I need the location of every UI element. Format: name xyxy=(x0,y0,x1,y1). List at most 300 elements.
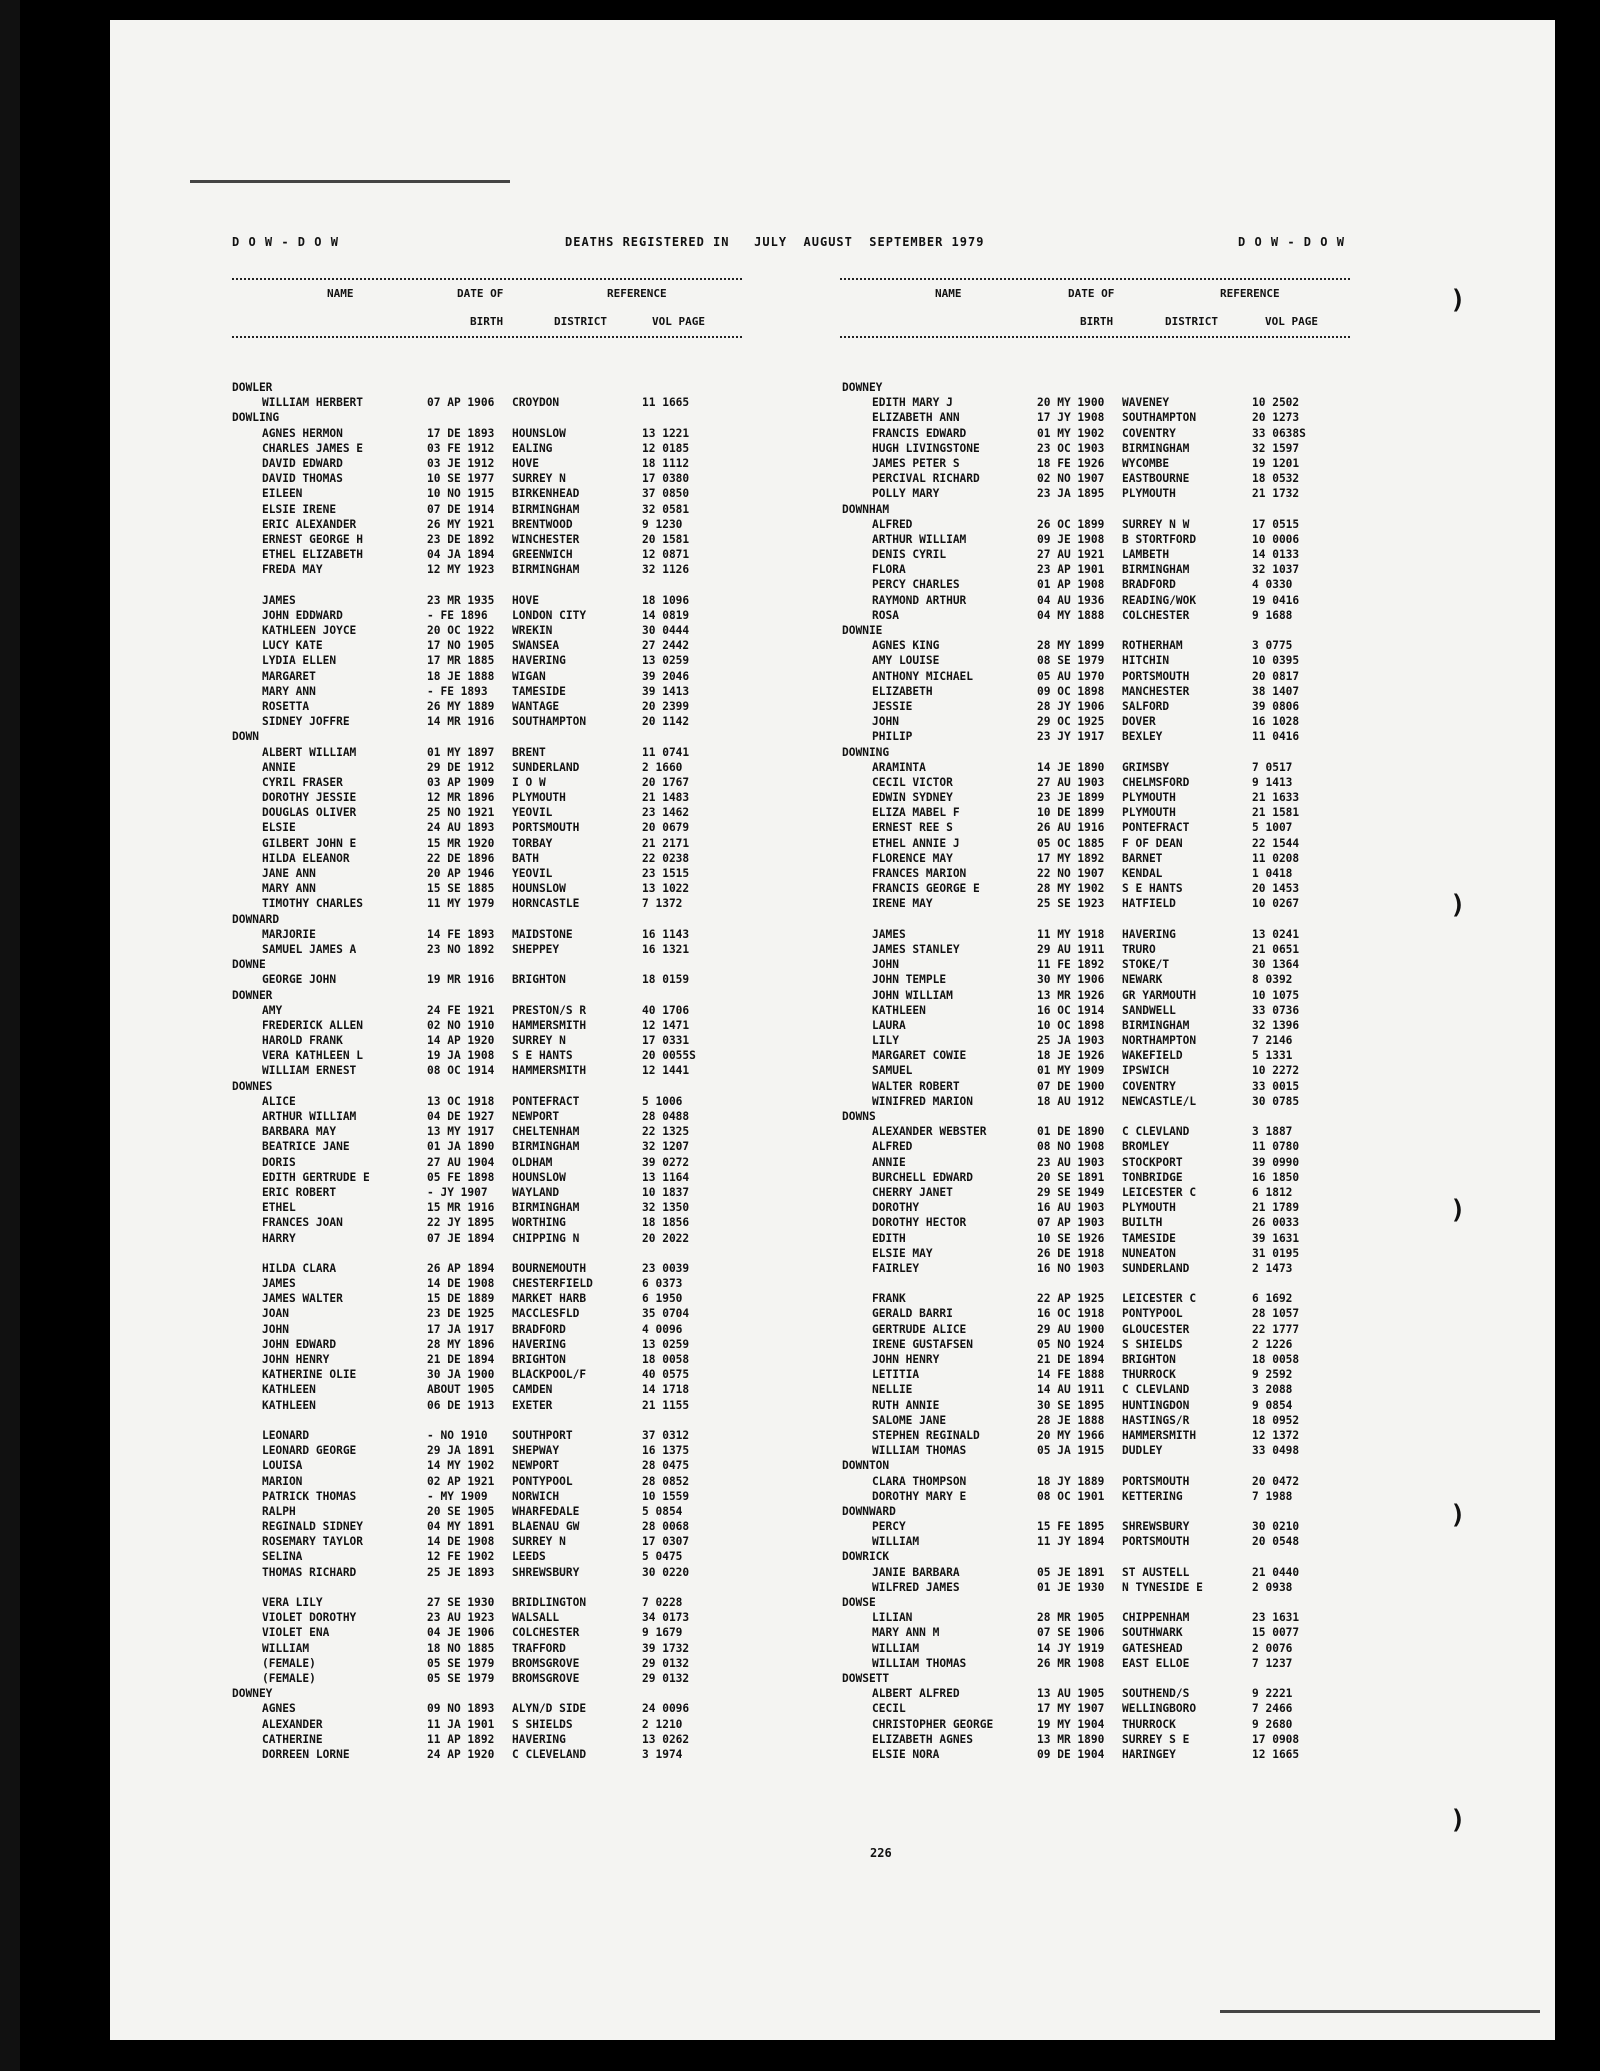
forename: RAYMOND ARTHUR xyxy=(872,593,967,607)
entry-row xyxy=(842,1565,1362,1580)
district: HAVERING xyxy=(512,1337,566,1351)
district: PLYMOUTH xyxy=(1122,1201,1176,1215)
forename: CHERRY JANET xyxy=(872,1185,953,1199)
birth-date: 03 FE 1912 xyxy=(427,441,495,455)
entry-row xyxy=(232,1504,752,1519)
forename: AGNES KING xyxy=(872,639,940,653)
surname: DOWLING xyxy=(232,411,280,425)
surname: DOWLER xyxy=(232,381,273,394)
entry-row xyxy=(842,1337,1362,1352)
birth-date: 29 AU 1900 xyxy=(1037,1322,1105,1336)
forename: JOHN HENRY xyxy=(872,1353,940,1366)
birth-date: 28 MY 1899 xyxy=(1037,639,1105,653)
vol-page: 30 1364 xyxy=(1252,958,1300,972)
district: MACCLESFLD xyxy=(512,1307,580,1321)
vol-page: 16 1143 xyxy=(642,927,690,941)
forename: DOROTHY MARY E xyxy=(872,1489,967,1503)
birth-date: 05 OC 1885 xyxy=(1037,836,1105,850)
birth-date: 16 OC 1914 xyxy=(1037,1003,1105,1017)
entry-row xyxy=(842,471,1362,486)
vol-page: 17 0515 xyxy=(1252,517,1300,531)
entry-row xyxy=(232,745,752,760)
surname: DOWNARD xyxy=(232,912,280,926)
entry-row xyxy=(232,1124,752,1139)
entry-row xyxy=(842,410,1362,425)
entry-row xyxy=(232,1337,752,1352)
forename: JANIE BARBARA xyxy=(872,1565,960,1579)
forename: ELIZABETH AGNES xyxy=(872,1732,974,1746)
birth-date: 24 AU 1893 xyxy=(427,821,495,835)
entry-row xyxy=(842,1367,1362,1382)
col-district: DISTRICT xyxy=(554,315,607,328)
scan-edge xyxy=(0,0,20,2071)
district: PONTYPOOL xyxy=(1122,1307,1183,1321)
forename: JOHN EDDWARD xyxy=(262,608,343,622)
forename: SIDNEY JOFFRE xyxy=(262,715,350,729)
vol-page: 16 1375 xyxy=(642,1444,690,1458)
vol-page: 39 1732 xyxy=(642,1641,690,1655)
birth-date: 17 MY 1892 xyxy=(1037,851,1105,865)
vol-page: 7 2466 xyxy=(1252,1702,1293,1716)
vol-page: 13 0241 xyxy=(1252,927,1300,941)
forename: PERCY CHARLES xyxy=(872,578,960,592)
col-birth: BIRTH xyxy=(1080,315,1114,328)
vol-page: 21 1483 xyxy=(642,791,690,805)
forename: ALFRED xyxy=(872,1140,913,1154)
entry-row xyxy=(842,1322,1362,1337)
district: WHARFEDALE xyxy=(512,1504,580,1518)
birth-date: 18 AU 1912 xyxy=(1037,1094,1105,1108)
vol-page: 3 0775 xyxy=(1252,639,1293,653)
entry-row xyxy=(232,1398,752,1413)
header-right: D O W - D O W xyxy=(1238,235,1345,249)
birth-date: 01 AP 1908 xyxy=(1037,578,1105,592)
district: TONBRIDGE xyxy=(1122,1170,1183,1184)
district: WAVENEY xyxy=(1122,396,1170,410)
entry-row xyxy=(842,532,1362,547)
vol-page: 32 0581 xyxy=(642,502,690,516)
district: SURREY N xyxy=(512,472,566,486)
entry-row xyxy=(232,1458,752,1473)
surname: DOWNWARD xyxy=(842,1504,896,1518)
forename: EDWIN SYDNEY xyxy=(872,791,953,805)
district: SOUTHAMPTON xyxy=(512,715,587,729)
entry-row xyxy=(232,1382,752,1397)
district: COLCHESTER xyxy=(1122,608,1190,622)
vol-page: 14 0133 xyxy=(1252,548,1300,562)
entry-row xyxy=(232,471,752,486)
entry-row xyxy=(842,456,1362,471)
birth-date: 23 JA 1895 xyxy=(1037,487,1105,501)
birth-date: 13 AU 1905 xyxy=(1037,1687,1105,1701)
district: CROYDON xyxy=(512,396,560,410)
vol-page: 8 0392 xyxy=(1252,973,1293,987)
vol-page: 34 0173 xyxy=(642,1611,690,1625)
forename: EDITH xyxy=(872,1231,906,1245)
forename: DENIS CYRIL xyxy=(872,548,947,562)
dotted-rule xyxy=(840,336,1350,338)
forename: FREDERICK ALLEN xyxy=(262,1018,364,1032)
birth-date: 18 JY 1889 xyxy=(1037,1474,1105,1488)
district: HITCHIN xyxy=(1122,654,1170,668)
forename: FRANCIS EDWARD xyxy=(872,426,967,440)
birth-date: 05 SE 1979 xyxy=(427,1656,495,1670)
vol-page: 7 1988 xyxy=(1252,1489,1293,1503)
vol-page: 22 1777 xyxy=(1252,1322,1300,1336)
entry-row xyxy=(232,972,752,987)
vol-page: 29 0132 xyxy=(642,1671,690,1685)
district: BROMSGROVE xyxy=(512,1656,580,1670)
birth-date: 26 AP 1894 xyxy=(427,1261,495,1275)
birth-date: 30 MY 1906 xyxy=(1037,973,1105,987)
entry-row xyxy=(232,1747,752,1762)
forename: JAMES xyxy=(872,927,906,941)
forename: WILLIAM xyxy=(262,1641,310,1655)
forename: CLARA THOMPSON xyxy=(872,1474,967,1488)
right-entries xyxy=(842,380,1362,1762)
district: SHREWSBURY xyxy=(1122,1520,1190,1534)
entry-row xyxy=(232,699,752,714)
forename: FRANCIS GEORGE E xyxy=(872,882,980,896)
entry-row xyxy=(842,1656,1362,1671)
surname-heading xyxy=(842,1109,1362,1124)
dotted-rule xyxy=(232,336,742,338)
entry-row xyxy=(232,1200,752,1215)
birth-date: 17 DE 1893 xyxy=(427,426,495,440)
entry-row xyxy=(232,1261,752,1276)
birth-date: 12 MY 1923 xyxy=(427,563,495,577)
vol-page: 21 1789 xyxy=(1252,1201,1300,1215)
entry-row xyxy=(232,1139,752,1154)
entry-row xyxy=(842,1686,1362,1701)
vol-page: 18 0532 xyxy=(1252,472,1300,486)
birth-date: 09 JE 1908 xyxy=(1037,532,1105,546)
district: SOUTHPORT xyxy=(512,1428,573,1442)
district: SOUTHAMPTON xyxy=(1122,411,1197,425)
forename: DOROTHY JESSIE xyxy=(262,791,357,805)
vol-page: 21 0440 xyxy=(1252,1565,1300,1579)
surname: DOWSETT xyxy=(842,1671,890,1685)
entry-row xyxy=(842,577,1362,592)
birth-date: 23 AU 1903 xyxy=(1037,1155,1105,1169)
forename: GEORGE JOHN xyxy=(262,973,337,987)
district: WAKEFIELD xyxy=(1122,1049,1183,1063)
district: LEEDS xyxy=(512,1550,546,1564)
binder-mark: ) xyxy=(1450,1500,1466,1530)
birth-date: 28 JY 1906 xyxy=(1037,699,1105,713)
vol-page: 10 0006 xyxy=(1252,532,1300,546)
forename: STEPHEN REGINALD xyxy=(872,1428,980,1442)
birth-date: 01 JA 1890 xyxy=(427,1140,495,1154)
entry-row xyxy=(232,1185,752,1200)
forename: ERIC ROBERT xyxy=(262,1185,337,1199)
vol-page: 32 1126 xyxy=(642,563,690,577)
birth-date: 02 AP 1921 xyxy=(427,1474,495,1488)
forename: WALTER ROBERT xyxy=(872,1079,960,1093)
vol-page: 39 1631 xyxy=(1252,1231,1300,1245)
forename: EDITH GERTRUDE E xyxy=(262,1170,370,1184)
district: F OF DEAN xyxy=(1122,836,1183,850)
vol-page: 20 0548 xyxy=(1252,1535,1300,1549)
vol-page: 2 1210 xyxy=(642,1717,683,1731)
forename: CECIL xyxy=(872,1702,906,1716)
district: WELLINGBORO xyxy=(1122,1702,1197,1716)
forename: PHILIP xyxy=(872,730,913,744)
forename: LETITIA xyxy=(872,1368,920,1382)
forename: LOUISA xyxy=(262,1459,303,1473)
birth-date: 11 JA 1901 xyxy=(427,1717,495,1731)
birth-date: 08 NO 1908 xyxy=(1037,1140,1105,1154)
entry-row xyxy=(232,836,752,851)
district: HORNCASTLE xyxy=(512,897,580,911)
birth-date: 08 OC 1901 xyxy=(1037,1489,1105,1503)
district: S SHIELDS xyxy=(512,1717,573,1731)
district: DUDLEY xyxy=(1122,1444,1163,1458)
entry-row xyxy=(842,1276,1362,1291)
forename: ALBERT WILLIAM xyxy=(262,745,357,759)
entry-row xyxy=(232,623,752,638)
surname-heading xyxy=(842,380,1362,395)
district: MANCHESTER xyxy=(1122,684,1190,698)
vol-page: 16 1850 xyxy=(1252,1170,1300,1184)
vol-page: 10 2502 xyxy=(1252,396,1300,410)
birth-date: 21 DE 1894 xyxy=(427,1353,495,1366)
district: CHIPPENHAM xyxy=(1122,1611,1190,1625)
entry-row xyxy=(232,456,752,471)
entry-row xyxy=(232,1276,752,1291)
vol-page: 14 1718 xyxy=(642,1383,690,1397)
forename: DOROTHY HECTOR xyxy=(872,1216,967,1230)
vol-page: 4 0330 xyxy=(1252,578,1293,592)
entry-row xyxy=(842,1246,1362,1261)
vol-page: 3 2088 xyxy=(1252,1383,1293,1397)
vol-page: 10 1075 xyxy=(1252,988,1300,1002)
forename: ALICE xyxy=(262,1094,296,1108)
vol-page: 14 0819 xyxy=(642,608,690,622)
forename: ELIZABETH xyxy=(872,684,933,698)
birth-date: 04 MY 1891 xyxy=(427,1520,495,1534)
surname: DOWSE xyxy=(842,1596,876,1609)
vol-page: 35 0704 xyxy=(642,1307,690,1321)
entry-row xyxy=(232,1322,752,1337)
entry-row xyxy=(232,653,752,668)
district: PORTSMOUTH xyxy=(1122,1474,1190,1488)
vol-page: 7 0228 xyxy=(642,1596,683,1609)
vol-page: 32 1350 xyxy=(642,1201,690,1215)
entry-row xyxy=(842,1306,1362,1321)
vol-page: 9 1413 xyxy=(1252,775,1293,789)
birth-date: 14 JY 1919 xyxy=(1037,1641,1105,1655)
forename: ROSEMARY TAYLOR xyxy=(262,1535,364,1549)
entry-row xyxy=(232,395,752,410)
district: TAMESIDE xyxy=(512,684,566,698)
district: SURREY N W xyxy=(1122,517,1190,531)
forename: MARGARET xyxy=(262,669,316,683)
birth-date: 20 OC 1922 xyxy=(427,624,495,637)
vol-page: 39 0806 xyxy=(1252,699,1300,713)
district: PORTSMOUTH xyxy=(512,821,580,835)
forename: FLORA xyxy=(872,563,906,577)
entry-row xyxy=(232,1625,752,1640)
district: SWANSEA xyxy=(512,639,560,653)
vol-page: 6 0373 xyxy=(642,1277,683,1291)
district: MARKET HARB xyxy=(512,1292,587,1306)
birth-date: 16 OC 1918 xyxy=(1037,1307,1105,1321)
entry-row xyxy=(232,1413,752,1428)
district: I O W xyxy=(512,775,546,789)
forename: JAMES WALTER xyxy=(262,1292,343,1306)
vol-page: 7 0517 xyxy=(1252,760,1293,774)
district: COVENTRY xyxy=(1122,426,1176,440)
vol-page: 38 1407 xyxy=(1252,684,1300,698)
district: HAMMERSMITH xyxy=(512,1064,587,1078)
entry-row xyxy=(232,1094,752,1109)
entry-row xyxy=(842,669,1362,684)
entry-row xyxy=(842,972,1362,987)
district: CHELMSFORD xyxy=(1122,775,1190,789)
district: SHEPPEY xyxy=(512,942,560,956)
vol-page: 10 1837 xyxy=(642,1185,690,1199)
district: PLYMOUTH xyxy=(1122,791,1176,805)
forename: DAVID EDWARD xyxy=(262,456,343,470)
forename: VERA KATHLEEN L xyxy=(262,1049,364,1063)
district: BRIDLINGTON xyxy=(512,1596,587,1609)
forename: ANTHONY MICHAEL xyxy=(872,669,974,683)
vol-page: 19 1201 xyxy=(1252,456,1300,470)
birth-date: 20 SE 1905 xyxy=(427,1504,495,1518)
district: PORTSMOUTH xyxy=(1122,1535,1190,1549)
vol-page: 20 0472 xyxy=(1252,1474,1300,1488)
entry-row xyxy=(232,942,752,957)
forename: ERNEST GEORGE H xyxy=(262,532,364,546)
vol-page: 18 0952 xyxy=(1252,1413,1300,1427)
col-birth: BIRTH xyxy=(470,315,504,328)
birth-date: 27 SE 1930 xyxy=(427,1596,495,1609)
birth-date: 01 MY 1909 xyxy=(1037,1064,1105,1078)
birth-date: 09 OC 1898 xyxy=(1037,684,1105,698)
entry-row xyxy=(842,1701,1362,1716)
district: GRIMSBY xyxy=(1122,760,1170,774)
birth-date: 26 OC 1899 xyxy=(1037,517,1105,531)
district: SANDWELL xyxy=(1122,1003,1176,1017)
birth-date: 26 MY 1889 xyxy=(427,699,495,713)
vol-page: 20 2022 xyxy=(642,1231,690,1245)
district: C CLEVELAND xyxy=(512,1747,587,1761)
forename: SALOME JANE xyxy=(872,1413,947,1427)
district: PLYMOUTH xyxy=(1122,487,1176,501)
vol-page: 12 1441 xyxy=(642,1064,690,1078)
vol-page: 30 0220 xyxy=(642,1565,690,1579)
forename: ANNIE xyxy=(872,1155,906,1169)
entry-row xyxy=(842,729,1362,744)
entry-row xyxy=(842,1185,1362,1200)
vol-page: 7 1237 xyxy=(1252,1656,1293,1670)
district: LAMBETH xyxy=(1122,548,1170,562)
forename: ELSIE NORA xyxy=(872,1747,940,1761)
vol-page: 18 1096 xyxy=(642,593,690,607)
entry-row xyxy=(842,653,1362,668)
birth-date: 04 AU 1936 xyxy=(1037,593,1105,607)
entry-row xyxy=(232,1549,752,1564)
forename: ERIC ALEXANDER xyxy=(262,517,357,531)
forename: (FEMALE) xyxy=(262,1671,316,1685)
birth-date: 27 AU 1903 xyxy=(1037,775,1105,789)
forename: ARTHUR WILLIAM xyxy=(872,532,967,546)
forename: ELSIE IRENE xyxy=(262,502,337,516)
entry-row xyxy=(842,1352,1362,1367)
birth-date: - NO 1910 xyxy=(427,1428,488,1442)
birth-date: 13 MY 1917 xyxy=(427,1125,495,1139)
forename: JAMES STANLEY xyxy=(872,942,960,956)
forename: ELIZA MABEL F xyxy=(872,806,960,820)
birth-date: 02 NO 1910 xyxy=(427,1018,495,1032)
district: BIRMINGHAM xyxy=(512,563,580,577)
birth-date: 14 DE 1908 xyxy=(427,1535,495,1549)
entry-row xyxy=(842,1717,1362,1732)
vol-page: 9 1688 xyxy=(1252,608,1293,622)
birth-date: 18 FE 1926 xyxy=(1037,456,1105,470)
scan-mark xyxy=(190,180,510,183)
forename: CYRIL FRASER xyxy=(262,775,343,789)
forename: MARY ANN xyxy=(262,684,316,698)
forename: JESSIE xyxy=(872,699,913,713)
entry-row xyxy=(842,486,1362,501)
birth-date: 18 JE 1926 xyxy=(1037,1049,1105,1063)
forename: GERALD BARRI xyxy=(872,1307,953,1321)
birth-date: 01 DE 1890 xyxy=(1037,1125,1105,1139)
birth-date: 18 JE 1888 xyxy=(427,669,495,683)
vol-page: 2 1660 xyxy=(642,760,683,774)
birth-date: 07 DE 1900 xyxy=(1037,1079,1105,1093)
vol-page: 11 0208 xyxy=(1252,851,1300,865)
entry-row xyxy=(842,805,1362,820)
vol-page: 12 0185 xyxy=(642,441,690,455)
birth-date: 17 MY 1907 xyxy=(1037,1702,1105,1716)
birth-date: 17 JY 1908 xyxy=(1037,411,1105,425)
district: TRAFFORD xyxy=(512,1641,566,1655)
vol-page: 6 1692 xyxy=(1252,1292,1293,1306)
vol-page: 20 0817 xyxy=(1252,669,1300,683)
district: LONDON CITY xyxy=(512,608,587,622)
scan-mark xyxy=(1220,2010,1540,2013)
entry-row xyxy=(232,1610,752,1625)
vol-page: 5 1006 xyxy=(642,1094,683,1108)
entry-row xyxy=(842,881,1362,896)
forename: JOHN WILLIAM xyxy=(872,988,953,1002)
vol-page: 17 0307 xyxy=(642,1535,690,1549)
entry-row xyxy=(842,1215,1362,1230)
entry-row xyxy=(232,486,752,501)
district: HUNTINGDON xyxy=(1122,1398,1190,1412)
forename: ANNIE xyxy=(262,760,296,774)
vol-page: 3 1887 xyxy=(1252,1125,1293,1139)
entry-row xyxy=(232,684,752,699)
birth-date: - JY 1907 xyxy=(427,1185,488,1199)
district: CAMDEN xyxy=(512,1383,553,1397)
vol-page: 32 1597 xyxy=(1252,441,1300,455)
vol-page: 18 0159 xyxy=(642,973,690,987)
entry-row xyxy=(232,517,752,532)
entry-row xyxy=(232,441,752,456)
birth-date: 15 FE 1895 xyxy=(1037,1520,1105,1534)
forename: THOMAS RICHARD xyxy=(262,1565,357,1579)
surname-heading xyxy=(842,1671,1362,1686)
vol-page: 18 1112 xyxy=(642,456,690,470)
vol-page: 23 1515 xyxy=(642,867,690,880)
birth-date: 29 SE 1949 xyxy=(1037,1185,1105,1199)
vol-page: 22 1325 xyxy=(642,1125,690,1139)
entry-row xyxy=(232,1291,752,1306)
